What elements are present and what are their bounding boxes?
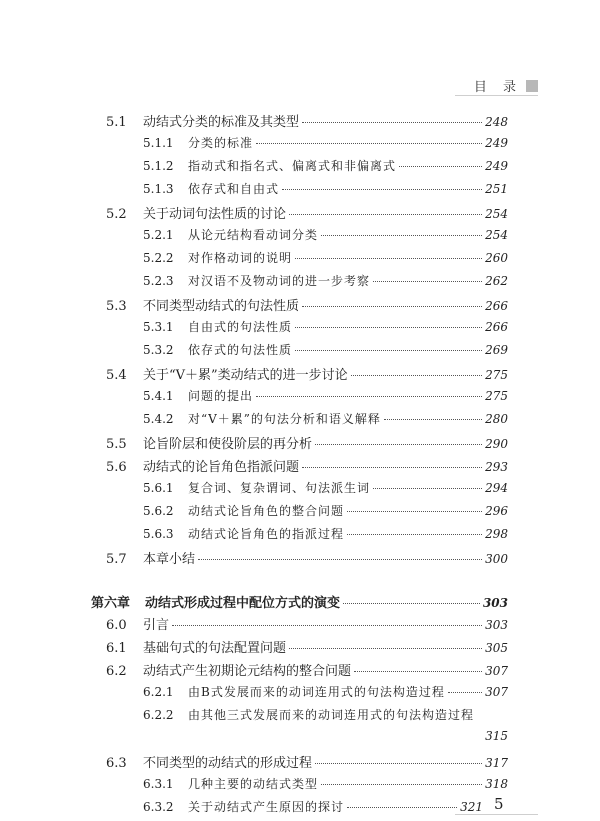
toc-entry-page: 300	[485, 552, 508, 566]
toc-entry-6-3-2[interactable]	[143, 798, 483, 815]
toc-entry-title: 不同类型的动结式的形成过程	[143, 756, 313, 771]
dot-leader	[198, 559, 482, 560]
dot-leader	[172, 625, 482, 626]
dot-leader	[321, 784, 482, 785]
toc-entry-title: 依存式的句法性质	[188, 343, 293, 357]
toc-entry-page: 266	[485, 299, 508, 313]
dot-leader	[347, 807, 457, 808]
toc-entry-6-2-1[interactable]	[143, 683, 508, 700]
toc-entry-number: 5.1.3	[143, 182, 174, 196]
toc-entry-title: 动结式的论旨角色指派问题	[143, 460, 300, 475]
toc-entry-number: 6.0	[106, 618, 127, 633]
toc-entry-page: 280	[485, 412, 508, 426]
toc-entry-title: 动结式论旨角色的整合问题	[188, 504, 345, 518]
toc-entry-number: 6.2.2	[143, 708, 174, 722]
toc-entry-6-3[interactable]	[106, 752, 508, 771]
dot-leader	[256, 143, 482, 144]
toc-entry-5-7[interactable]	[106, 548, 508, 567]
dot-leader	[448, 692, 482, 693]
toc-entry-page: 296	[485, 504, 508, 518]
toc-entry-number: 5.6.1	[143, 481, 174, 495]
dot-leader	[347, 534, 482, 535]
toc-entry-page: 318	[485, 777, 508, 791]
toc-entry-6-2-2-page-line	[188, 729, 508, 743]
toc-entry-title: 基础句式的句法配置问题	[143, 641, 287, 656]
toc-entry-number: 6.2.1	[143, 685, 174, 699]
toc-entry-title: 动结式论旨角色的指派过程	[188, 527, 345, 541]
toc-entry-title: 由其他三式发展而来的动词连用式的句法构造过程	[188, 708, 475, 722]
toc-entry-title: 关于动词句法性质的讨论	[143, 207, 287, 222]
toc-entry-page: 307	[485, 664, 508, 678]
toc-entry-page: 254	[485, 207, 508, 221]
toc-entry-title: 关于动结式产生原因的探讨	[188, 800, 345, 814]
dot-leader	[321, 235, 482, 236]
dot-leader	[343, 603, 480, 604]
toc-entry-5-3-2[interactable]	[143, 341, 508, 358]
toc-entry-page: 293	[485, 460, 508, 474]
header-square-mark	[526, 80, 538, 92]
toc-entry-5-4-1[interactable]	[143, 387, 508, 404]
toc-entry-number: 5.6.3	[143, 527, 174, 541]
dot-leader	[302, 306, 482, 307]
toc-entry-page: 305	[485, 641, 508, 655]
toc-entry-number: 6.3	[106, 756, 127, 771]
toc-entry-5-5[interactable]	[106, 433, 508, 452]
toc-entry-title: 指动式和指名式、偏离式和非偏离式	[188, 159, 397, 173]
chapter-page: 303	[482, 596, 508, 610]
toc-chapter-6[interactable]	[91, 592, 508, 611]
dot-leader	[302, 467, 482, 468]
dot-leader	[295, 350, 482, 351]
dot-leader	[354, 671, 482, 672]
toc-entry-number: 5.2	[106, 207, 127, 222]
dot-leader	[315, 763, 482, 764]
toc-entry-number: 5.3	[106, 299, 127, 314]
dot-leader	[289, 648, 482, 649]
toc-entry-title: 由B式发展而来的动词连用式的句法构造过程	[188, 685, 445, 699]
toc-entry-number: 5.5	[106, 437, 127, 452]
toc-entry-title: 自由式的句法性质	[188, 320, 293, 334]
toc-entry-page: 248	[485, 115, 508, 129]
toc-entry-5-1-2[interactable]	[143, 157, 508, 174]
chapter-title: 动结式形成过程中配位方式的演变	[145, 596, 341, 611]
toc-entry-page: 269	[485, 343, 508, 357]
toc-entry-5-1[interactable]	[106, 111, 508, 130]
dot-leader	[347, 511, 482, 512]
toc-entry-5-6-3[interactable]	[143, 525, 508, 542]
toc-entry-6-2-2[interactable]	[143, 706, 488, 723]
toc-entry-number: 5.1.2	[143, 159, 174, 173]
toc-entry-page: 321	[460, 800, 483, 814]
toc-entry-5-6-1[interactable]	[143, 479, 508, 496]
toc-entry-title: 复合词、复杂谓词、句法派生词	[188, 481, 371, 495]
toc-entry-number: 5.1.1	[143, 136, 174, 150]
toc-entry-number: 5.7	[106, 552, 127, 567]
dot-leader	[295, 327, 482, 328]
toc-entry-title: 引言	[143, 618, 170, 633]
toc-entry-number: 5.4.2	[143, 412, 174, 426]
dot-leader	[373, 281, 482, 282]
toc-entry-5-2-1[interactable]	[143, 226, 508, 243]
toc-entry-title: 不同类型动结式的句法性质	[143, 299, 300, 314]
toc-entry-page: 262	[485, 274, 508, 288]
toc-entry-number: 6.1	[106, 641, 127, 656]
toc-entry-number: 5.3.1	[143, 320, 174, 334]
dot-leader	[295, 258, 482, 259]
toc-entry-number: 6.3.1	[143, 777, 174, 791]
dot-leader	[289, 214, 482, 215]
toc-entry-page: 254	[485, 228, 508, 242]
toc-entry-5-6-2[interactable]	[143, 502, 508, 519]
dot-leader	[399, 166, 482, 167]
toc-entry-5-1-3[interactable]	[143, 180, 508, 197]
dot-leader	[282, 189, 482, 190]
toc-entry-title: 依存式和自由式	[188, 182, 280, 196]
toc-entry-number: 5.3.2	[143, 343, 174, 357]
toc-entry-page: 249	[485, 159, 508, 173]
header-rule	[455, 95, 538, 96]
toc-entry-6-0[interactable]	[106, 614, 508, 633]
toc-entry-5-6[interactable]	[106, 456, 508, 475]
toc-entry-page: 249	[485, 136, 508, 150]
toc-entry-6-3-1[interactable]	[143, 775, 508, 792]
toc-entry-title: 动结式分类的标准及其类型	[143, 115, 300, 130]
toc-entry-title: 动结式产生初期论元结构的整合问题	[143, 664, 352, 679]
toc-entry-page: 275	[485, 368, 508, 382]
toc-entry-page: 317	[485, 756, 508, 770]
toc-entry-title: 论旨阶层和使役阶层的再分析	[143, 437, 313, 452]
toc-entry-page: 294	[485, 481, 508, 495]
toc-entry-6-1[interactable]	[106, 637, 508, 656]
toc-entry-page: 307	[485, 685, 508, 699]
toc-entry-page: 315	[485, 729, 508, 743]
chapter-number: 第六章	[91, 596, 131, 611]
dot-leader	[373, 488, 482, 489]
toc-entry-page: 290	[485, 437, 508, 451]
toc-entry-title: 关于“V＋累”类动结式的进一步讨论	[143, 368, 348, 383]
toc-entry-number: 5.6.2	[143, 504, 174, 518]
toc-entry-number: 6.3.2	[143, 800, 174, 814]
dot-leader	[351, 375, 482, 376]
dot-leader	[302, 122, 482, 123]
toc-entry-title: 从论元结构看动词分类	[188, 228, 319, 242]
toc-entry-5-1-1[interactable]	[143, 134, 508, 151]
toc-entry-5-3-1[interactable]	[143, 318, 508, 335]
dot-leader	[384, 419, 482, 420]
toc-entry-5-2-2[interactable]	[143, 249, 508, 266]
toc-entry-number: 5.1	[106, 115, 127, 130]
toc-entry-5-3[interactable]	[106, 295, 508, 314]
toc-entry-5-4-2[interactable]	[143, 410, 508, 427]
toc-entry-number: 5.4.1	[143, 389, 174, 403]
toc-entry-number: 5.2.3	[143, 274, 174, 288]
toc-entry-page: 260	[485, 251, 508, 265]
dot-leader	[315, 444, 482, 445]
toc-entry-number: 6.2	[106, 664, 127, 679]
toc-entry-page: 303	[485, 618, 508, 632]
toc-entry-number: 5.4	[106, 368, 127, 383]
dot-leader	[256, 396, 482, 397]
toc-entry-title: 问题的提出	[188, 389, 254, 403]
toc-entry-5-2[interactable]	[106, 203, 508, 222]
toc-entry-title: 分类的标准	[188, 136, 254, 150]
toc-entry-page: 266	[485, 320, 508, 334]
footer-rule	[455, 814, 538, 815]
page-number: 5	[494, 795, 504, 813]
running-header	[474, 76, 538, 95]
toc-entry-title: 对作格动词的说明	[188, 251, 293, 265]
toc-entry-title: 本章小结	[143, 552, 196, 567]
toc-entry-page: 298	[485, 527, 508, 541]
toc-entry-5-2-3[interactable]	[143, 272, 508, 289]
toc-entry-title: 对“V＋累”的句法分析和语义解释	[188, 412, 381, 426]
toc-entry-number: 5.2.1	[143, 228, 174, 242]
toc-entry-number: 5.2.2	[143, 251, 174, 265]
running-header-title: 目 录	[473, 80, 522, 95]
toc-entry-6-2[interactable]	[106, 660, 508, 679]
toc-entry-5-4[interactable]	[106, 364, 508, 383]
toc-entry-number: 5.6	[106, 460, 127, 475]
toc-entry-title: 几种主要的动结式类型	[188, 777, 319, 791]
toc-entry-title: 对汉语不及物动词的进一步考察	[188, 274, 371, 288]
toc-entry-page: 275	[485, 389, 508, 403]
toc-entry-page: 251	[485, 182, 508, 196]
